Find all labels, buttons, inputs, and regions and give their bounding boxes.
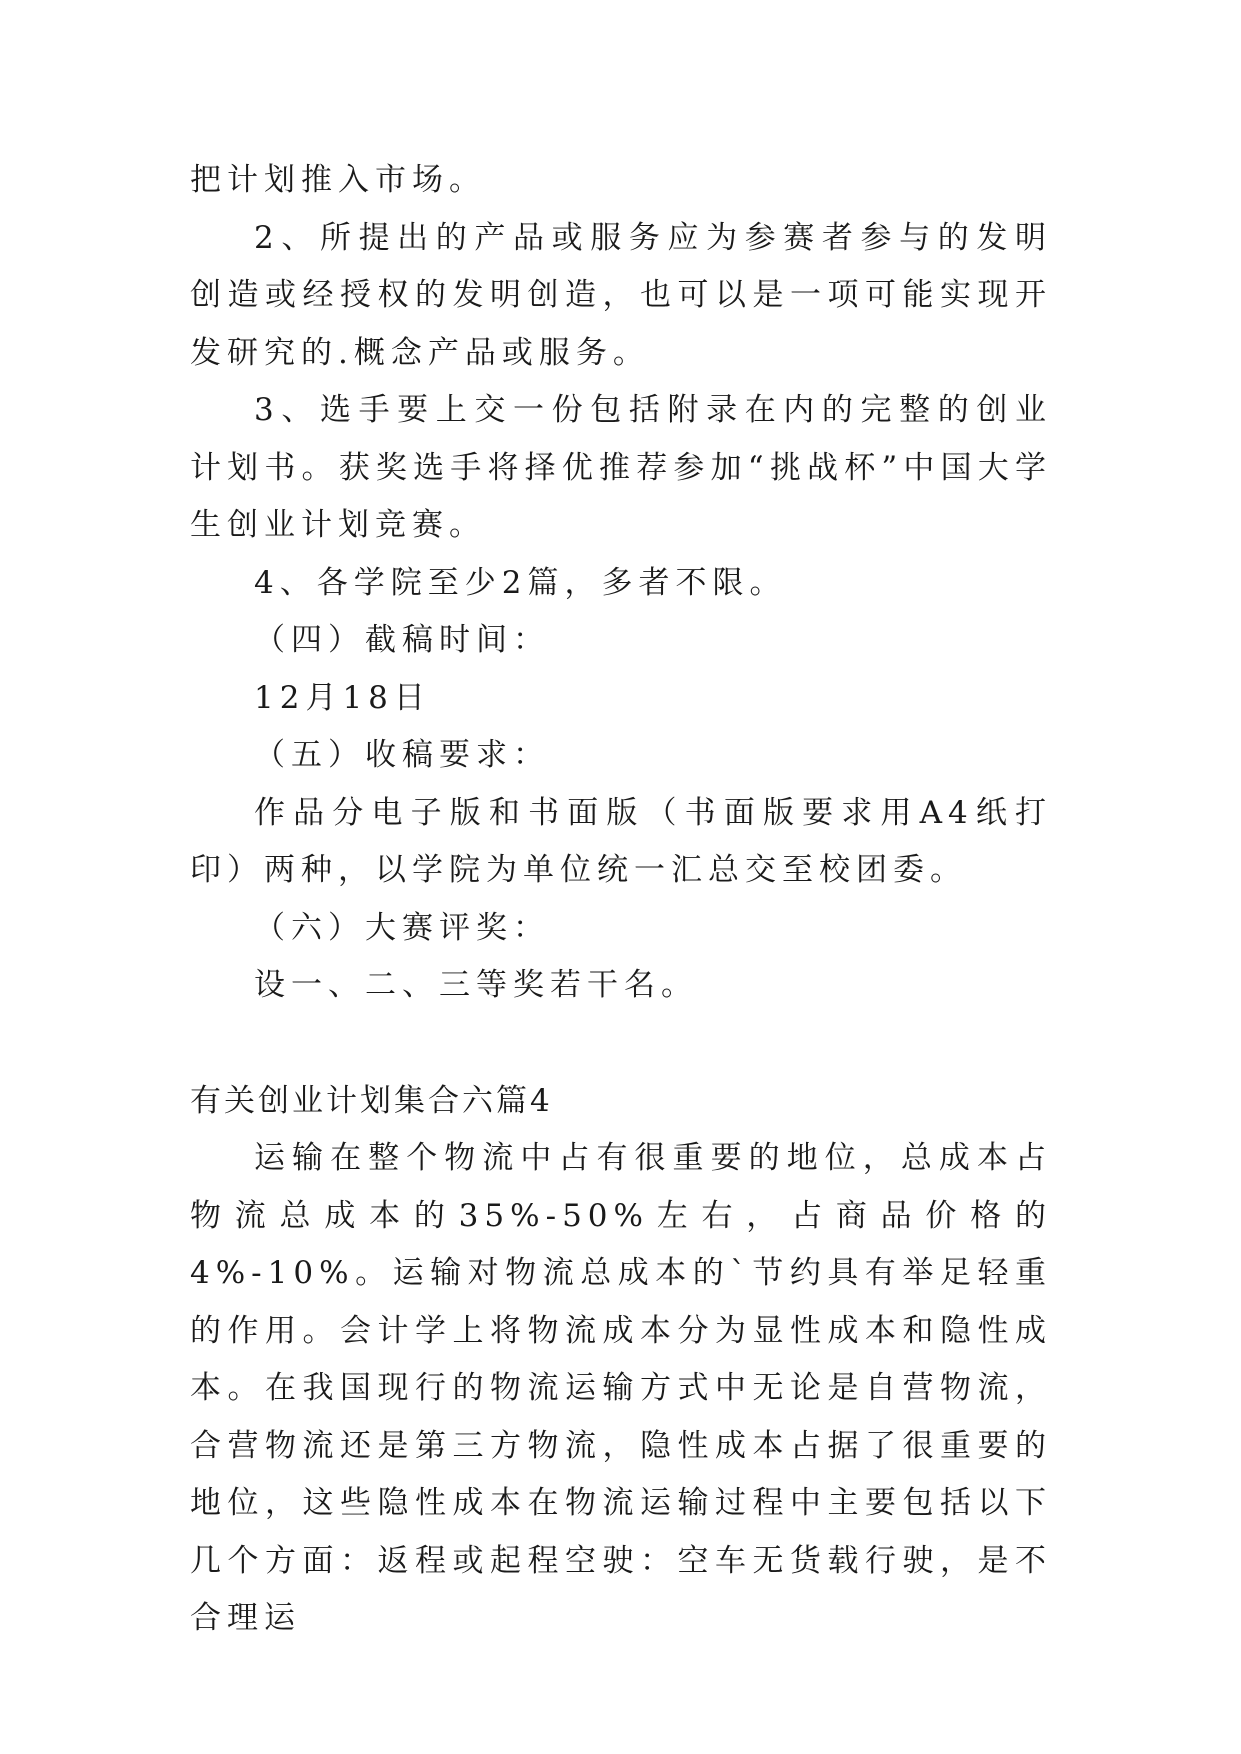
subheading-submission: （五）收稿要求： xyxy=(254,737,550,773)
list-item-2: 2、所提出的产品或服务应为参赛者参与的发明创造或经授权的发明创造，也可以是一项可能实现开发研究的.概念产品或服务。 xyxy=(190,219,1052,371)
list-item-4: 4、各学院至少2篇，多者不限。 xyxy=(254,564,787,601)
list-item-3: 3、选手要上交一份包括附录在内的完整的创业计划书。获奖选手将择优推荐参加“挑战杯”中国大学生创业计划竞赛。 xyxy=(190,392,1052,543)
deadline-date: 12月18日 xyxy=(254,679,431,716)
paragraph: 把计划推入市场。 xyxy=(190,162,486,198)
subheading-awards: （六）大赛评奖： xyxy=(254,909,550,946)
document-page xyxy=(190,152,1052,1648)
submission-requirements: 作品分电子版和书面版（书面版要求用A4纸打印）两种，以学院为单位统一汇总交至校团委。 xyxy=(190,794,1052,888)
body-paragraph: 运输在整个物流中占有很重要的地位，总成本占物流总成本的35%-50%左右，占商品价格的4%-10%。运输对物流总成本的`节约具有举足轻重的作用。会计学上将物流成本分为显性成本和隐性成本。在我国现行的物流运输方式中无论是自营物流，合营物流还是第三方物流，隐性成本占据了很重要的地位，这些隐性成本在物流运输过程中主要包括以下几个方面：返程或起程空驶：空车无货载行驶，是不合理运 xyxy=(190,1140,1052,1636)
section-heading: 有关创业计划集合六篇4 xyxy=(190,1082,553,1119)
awards-text: 设一、二、三等奖若干名。 xyxy=(254,967,698,1003)
subheading-deadline: （四）截稿时间： xyxy=(254,622,550,658)
